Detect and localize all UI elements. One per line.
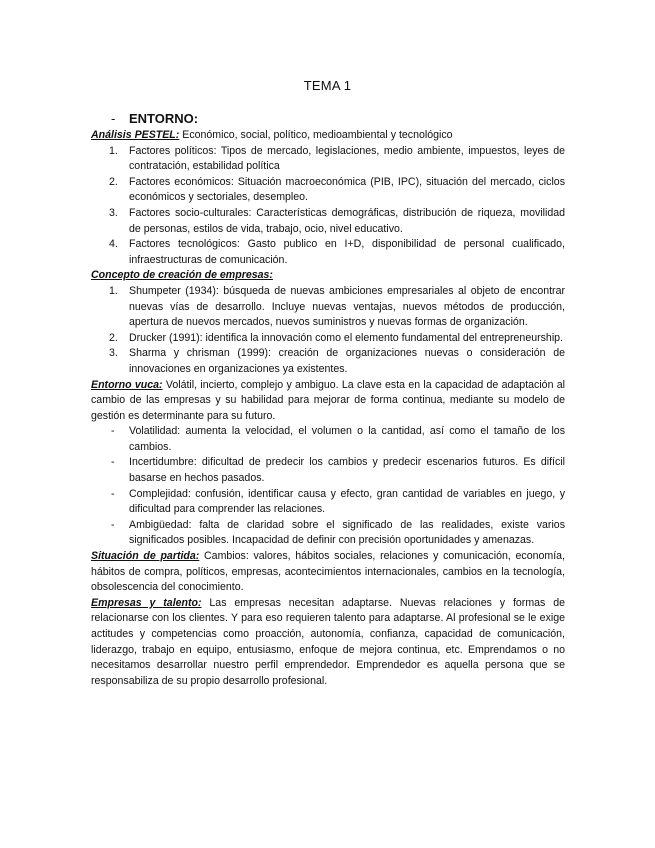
document-body [91, 110, 565, 689]
list-number: 3. [109, 347, 118, 360]
list-item-text: Incertidumbre: dificultad de predecir los cambios y predecir escenarios futuros. Es difícil basarse en hechos pasados. [129, 456, 565, 485]
pestel-list [91, 144, 565, 269]
section-heading-entorno [91, 110, 565, 128]
list-number: 3. [109, 206, 118, 219]
list-item [91, 424, 565, 455]
list-item-text: Sharma y chrisman (1999): creación de organizaciones nuevas o consideración de innovaciones en organizaciones ya existentes. [129, 347, 565, 375]
concepto-list [91, 284, 565, 378]
list-item-text: Factores económicos: Situación macroeconómica (PIB, IPC), situación del mercado, ciclos económicos y sectoriales, desempleo. [129, 175, 565, 204]
list-item-text: Shumpeter (1934): búsqueda de nuevas ambiciones empresariales al objeto de encontrar nuevas vías de desarrollo. Incluye nuevas ventajas, nuevos métodos de producción, apertura de nuevos mercados, nuevos suministros y nuevas formas de organización. [129, 284, 565, 329]
list-number: 2. [109, 175, 118, 188]
list-item-text: Factores políticos: Tipos de mercado, legislaciones, medio ambiente, impuestos, leyes de contratación, estabilidad política [129, 144, 565, 173]
empresas-label: Empresas y talento: [91, 596, 202, 609]
list-item [91, 518, 565, 549]
list-item [91, 331, 565, 347]
vuca-label: Entorno vuca: [91, 378, 163, 391]
empresas-paragraph [91, 596, 565, 690]
list-item [91, 144, 565, 175]
list-bullet: - [111, 425, 115, 438]
heading-text: ENTORNO: [129, 111, 199, 126]
vuca-list [91, 424, 565, 549]
situacion-text: Cambios: valores, hábitos sociales, relaciones y comunicación, economía, hábitos de compra, políticos, empresas, acontecimientos internacionales, cambios en la tecnología, obsolescencia del conocimiento. [91, 550, 565, 594]
list-item-text: Factores socio-culturales: Características demográficas, distribución de riqueza, movilidad de personas, estilos de vida, trabajo, ocio, nivel educativo. [129, 206, 565, 235]
list-item [91, 175, 565, 206]
list-item-text: Ambigüedad: falta de claridad sobre el significado de las realidades, existe varios significados posibles. Incapacidad de definir con precisión oportunidades y amenazas. [129, 518, 565, 547]
list-bullet: - [111, 487, 115, 500]
empresas-text: Las empresas necesitan adaptarse. Nuevas relaciones y formas de relacionarse con los clientes. Y para eso requieren talento para adaptarse. Al profesional se le exige actitudes y competencias como proacción, autonomía, confianza, capacidad de comunicación, liderazgo, trabajo en equipo, entusiasmo, enfoque de mejora continua, etc. Emprendamos o no necesitamos desarrollar nuestro perfil emprendedor. Emprendedor es aquella persona que se responsabiliza de su propio desarrollo profesional. [91, 596, 565, 687]
list-number: 1. [109, 284, 118, 297]
list-item-text: Factores tecnológicos: Gasto publico en I+D, disponibilidad de personal cualificado, infraestructuras de comunicación. [129, 238, 565, 266]
list-bullet: - [111, 518, 115, 531]
heading-bullet: - [111, 111, 116, 126]
list-item [91, 284, 565, 331]
vuca-text: Volátil, incierto, complejo y ambiguo. La clave esta en la capacidad de adaptación al cambio de las empresas y su habilidad para mejorar de forma continua, mediante su modelo de gestión es determinante para su futuro. [91, 378, 565, 422]
situacion-label: Situación de partida: [91, 550, 200, 563]
list-number: 4. [109, 238, 118, 251]
list-item [91, 455, 565, 486]
list-item [91, 487, 565, 518]
list-item [91, 237, 565, 268]
pestel-text: Económico, social, político, medioambiental y tecnológico [182, 129, 453, 141]
vuca-paragraph [91, 378, 565, 425]
pestel-label: Análisis PESTEL: [91, 129, 180, 141]
situacion-paragraph [91, 549, 565, 596]
list-number: 2. [109, 331, 118, 344]
concepto-label: Concepto de creación de empresas: [91, 269, 273, 282]
pestel-paragraph [91, 128, 565, 144]
list-bullet: - [111, 456, 115, 469]
list-item [91, 206, 565, 237]
list-item-text: Complejidad: confusión, identificar causa y efecto, gran cantidad de variables en juego, y dificultad para comprender las relaciones. [129, 487, 565, 516]
list-item-text: Volatilidad: aumenta la velocidad, el volumen o la cantidad, así como el tamaño de los cambios. [129, 425, 565, 453]
concepto-paragraph [91, 268, 565, 284]
page-title: TEMA 1 [303, 78, 352, 93]
list-item [91, 346, 565, 377]
list-number: 1. [109, 144, 118, 157]
list-item-text: Drucker (1991): identifica la innovación como el elemento fundamental del entrepreneurship. [129, 331, 564, 344]
